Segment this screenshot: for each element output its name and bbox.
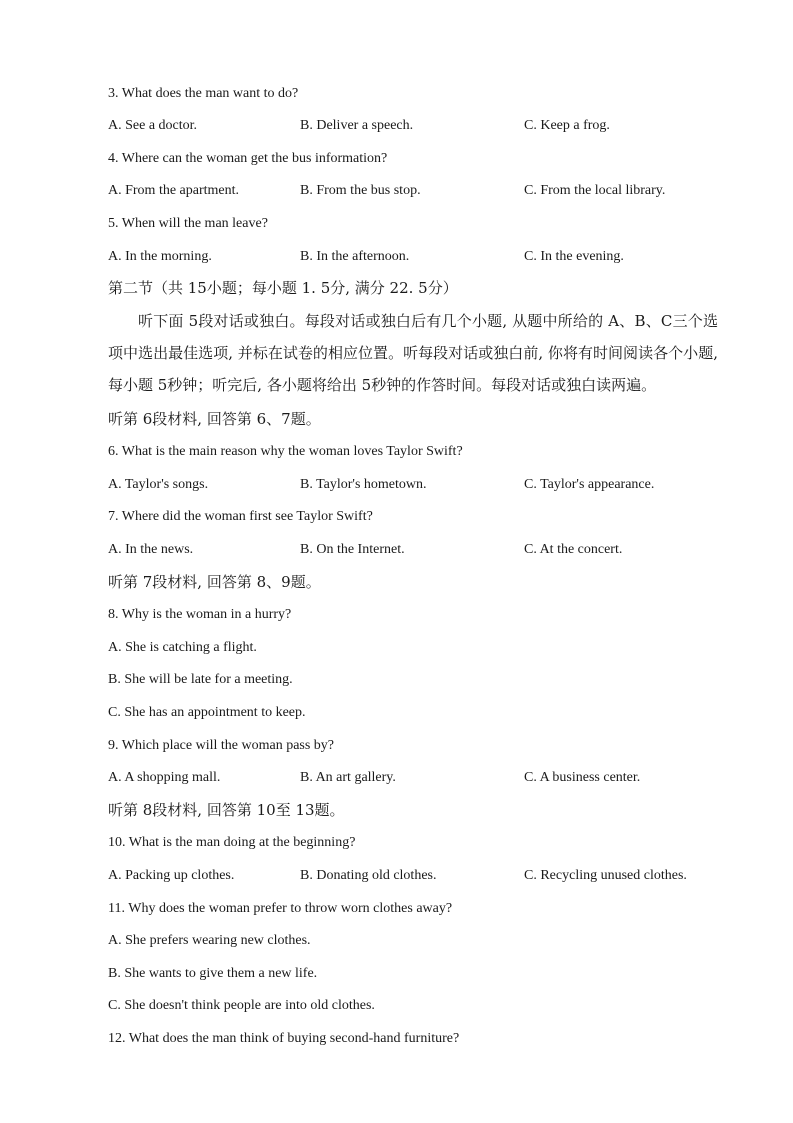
question-8-option-c: C. She has an appointment to keep. (108, 705, 306, 720)
question-9-option-a: A. A shopping mall. (108, 770, 221, 785)
question-5-option-a: A. In the morning. (108, 249, 212, 264)
question-3-option-b: B. Deliver a speech. (300, 118, 414, 133)
question-8-option-b: B. She will be late for a meeting. (108, 672, 293, 687)
section-2-heading: 第二节（共 15小题；每小题 1. 5分, 满分 22. 5分） (108, 279, 458, 297)
question-4-stem: 4. Where can the woman get the bus information? (108, 151, 388, 166)
question-4-option-a: A. From the apartment. (108, 183, 240, 198)
question-3-option-c: C. Keep a frog. (524, 118, 610, 133)
question-3-option-a: A. See a doctor. (108, 118, 198, 133)
question-10-option-c: C. Recycling unused clothes. (524, 868, 687, 883)
question-11-stem: 11. Why does the woman prefer to throw worn clothes away? (108, 901, 453, 916)
question-7-option-a: A. In the news. (108, 542, 194, 557)
question-6-option-b: B. Taylor's hometown. (300, 477, 427, 492)
question-6-stem: 6. What is the main reason why the woman loves Taylor Swift? (108, 444, 463, 459)
question-10-option-a: A. Packing up clothes. (108, 868, 235, 883)
question-9-option-b: B. An art gallery. (300, 770, 396, 785)
question-9-option-c: C. A business center. (524, 770, 641, 785)
question-7-stem: 7. Where did the woman first see Taylor Swift? (108, 509, 373, 524)
question-7-option-b: B. On the Internet. (300, 542, 405, 557)
question-5-option-c: C. In the evening. (524, 249, 624, 264)
question-5-option-b: B. In the afternoon. (300, 249, 410, 264)
material-8-note: 听第 8段材料, 回答第 10至 13题。 (108, 801, 345, 819)
question-8-option-a: A. She is catching a flight. (108, 640, 257, 655)
material-6-note: 听第 6段材料, 回答第 6、7题。 (108, 410, 321, 428)
question-12-stem: 12. What does the man think of buying second-hand furniture? (108, 1031, 460, 1046)
question-11-option-c: C. She doesn't think people are into old clothes. (108, 998, 375, 1013)
question-4-option-c: C. From the local library. (524, 183, 666, 198)
question-6-option-a: A. Taylor's songs. (108, 477, 209, 492)
question-11-option-b: B. She wants to give them a new life. (108, 966, 318, 981)
question-3-stem: 3. What does the man want to do? (108, 86, 299, 101)
question-6-option-c: C. Taylor's appearance. (524, 477, 655, 492)
question-4-option-b: B. From the bus stop. (300, 183, 421, 198)
material-7-note: 听第 7段材料, 回答第 8、9题。 (108, 573, 321, 591)
question-8-stem: 8. Why is the woman in a hurry? (108, 607, 292, 622)
section-2-instructions: 听下面 5段对话或独白。每段对话或独白后有几个小题, 从题中所给的 A、B、C三个选项中选出最佳选项, 并标在试卷的相应位置。听每段对话或独白前, 你将有时间阅读各个小题, 每小题 5秒钟；听完后, 各小题将给出 5秒钟的作答时间。每段对话或独白读两遍。 (108, 312, 718, 394)
question-7-option-c: C. At the concert. (524, 542, 623, 557)
question-5-stem: 5. When will the man leave? (108, 216, 268, 231)
question-11-option-a: A. She prefers wearing new clothes. (108, 933, 311, 948)
question-10-option-b: B. Donating old clothes. (300, 868, 437, 883)
question-9-stem: 9. Which place will the woman pass by? (108, 738, 335, 753)
question-10-stem: 10. What is the man doing at the beginning? (108, 835, 356, 850)
